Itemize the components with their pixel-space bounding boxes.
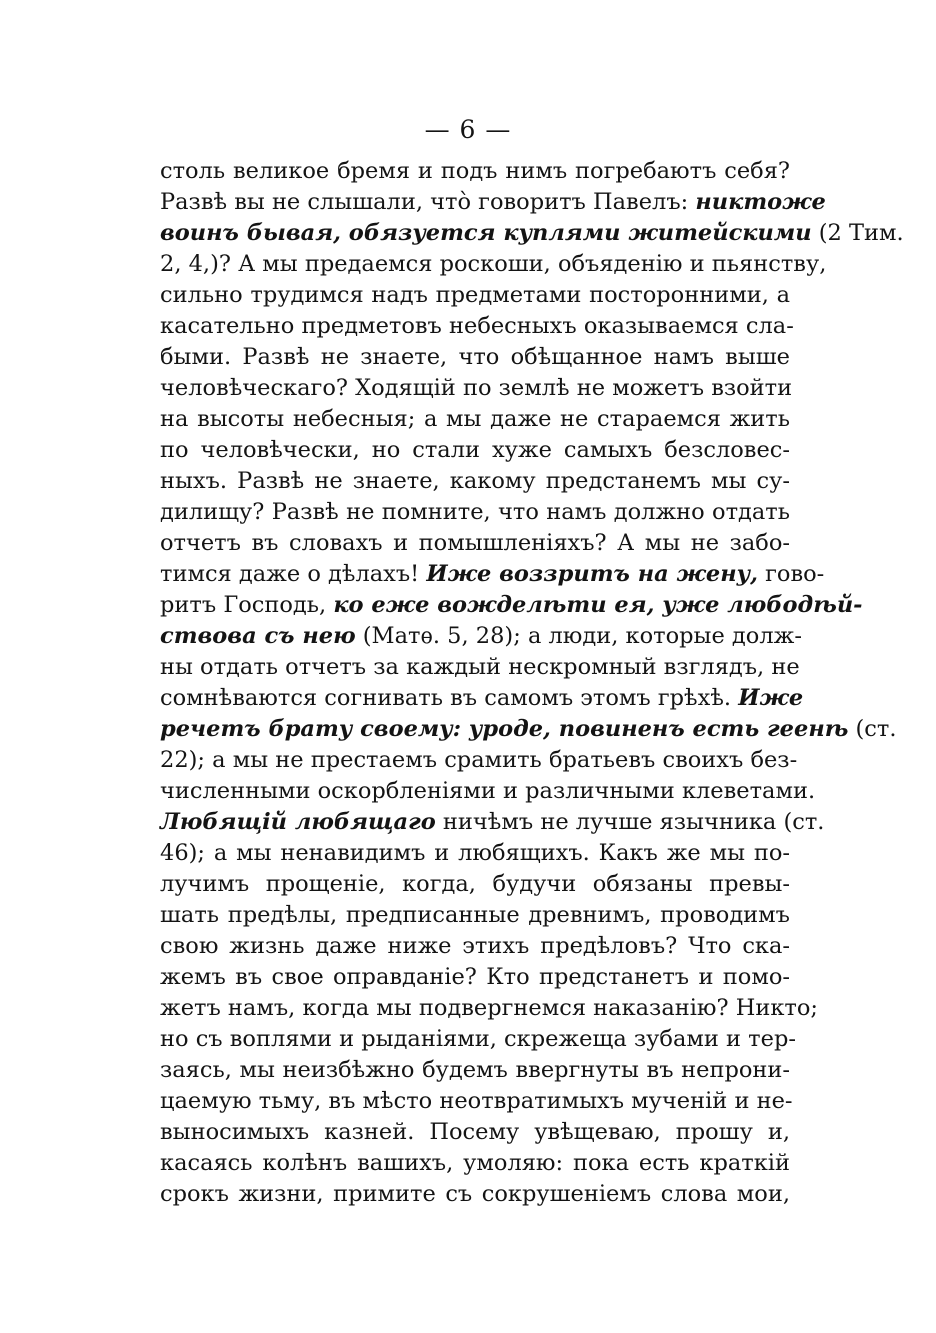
text-run: (ст. <box>848 716 897 742</box>
text-run: касательно предметовъ небесныхъ оказываемся сла- <box>160 313 794 339</box>
text-run: жемъ въ свое оправданіе? Кто предстанетъ и помо- <box>160 964 790 990</box>
text-line <box>160 373 793 404</box>
text-line <box>160 683 804 714</box>
page-number: — 6 — <box>424 115 512 144</box>
text-line <box>160 931 790 962</box>
text-line <box>160 1179 790 1210</box>
text-line <box>160 1086 793 1117</box>
text-line <box>160 900 790 931</box>
body-text <box>160 156 904 1210</box>
text-run: тимся даже о дѣлахъ! <box>160 561 427 587</box>
italic-quote: ко еже вожделѣти ея, уже любодѣй- <box>333 592 863 618</box>
text-run: (Матѳ. 5, 28); а люди, которые долж- <box>355 623 802 649</box>
text-line <box>160 311 794 342</box>
text-line <box>160 1024 796 1055</box>
text-run: шать предѣлы, предписанные древнимъ, проводимъ <box>160 902 790 928</box>
text-run: быми. Развѣ не знаете, что обѣщанное намъ выше <box>160 344 790 370</box>
text-line <box>160 1117 790 1148</box>
text-run: свою жизнь даже ниже этихъ предѣловъ? Что ска- <box>160 933 790 959</box>
text-line <box>160 497 790 528</box>
text-run: отчетъ въ словахъ и помышленіяхъ? А мы не забо- <box>160 530 790 556</box>
italic-quote: ствова съ нею <box>160 623 356 649</box>
text-line <box>160 1055 790 1086</box>
text-line <box>160 838 790 869</box>
text-run: дилищу? Развѣ не помните, что намъ должно отдать <box>160 499 790 525</box>
text-run: 46); а мы ненавидимъ и любящихъ. Какъ же мы по- <box>160 840 790 866</box>
text-run: цаемую тьму, въ мѣсто неотвратимыхъ мученій и не- <box>160 1088 793 1114</box>
text-run: 2, 4,)? А мы предаемся роскоши, объяденію и пьянству, <box>160 251 827 277</box>
text-run: касаясь колѣнъ вашихъ, умоляю: пока есть краткій <box>160 1150 790 1176</box>
text-run: ничѣмъ не лучше язычника (ст. <box>435 809 825 835</box>
text-line <box>160 404 790 435</box>
text-line <box>160 435 790 466</box>
text-run: лучимъ прощеніе, когда, будучи обязаны превы- <box>160 871 790 897</box>
text-line <box>160 962 790 993</box>
text-run: 22); а мы не престаемъ срамить братьевъ своихъ без- <box>160 747 798 773</box>
text-run: ныхъ. Развѣ не знаете, какому предстанемъ мы су- <box>160 468 790 494</box>
text-line <box>160 869 790 900</box>
text-line <box>160 187 826 218</box>
text-line <box>160 528 790 559</box>
text-run: ритъ Господь, <box>160 592 334 618</box>
text-run: ны отдать отчетъ за каждый нескромный взглядъ, не <box>160 654 800 680</box>
text-line <box>160 652 800 683</box>
text-line <box>160 745 798 776</box>
text-line <box>160 993 818 1024</box>
text-line <box>160 807 825 838</box>
italic-quote: Иже воззритъ на жену, <box>426 561 758 587</box>
text-run: срокъ жизни, примите съ сокрушеніемъ слова мои, <box>160 1181 790 1207</box>
text-run: заясь, мы неизбѣжно будемъ ввергнуты въ непрони- <box>160 1057 790 1083</box>
text-run: сильно трудимся надъ предметами посторонними, а <box>160 282 790 308</box>
text-run: но съ воплями и рыданіями, скрежеща зубами и тер- <box>160 1026 796 1052</box>
text-line <box>160 249 827 280</box>
italic-quote: речетъ брату своему: уроде, повиненъ есть геенѣ <box>160 716 849 742</box>
text-run: человѣческаго? Ходящій по землѣ не можетъ взойти <box>160 375 793 401</box>
italic-quote: Любящій любящаго <box>160 809 436 835</box>
text-line <box>160 218 904 249</box>
text-line <box>160 621 802 652</box>
text-line <box>160 776 816 807</box>
text-run: Развѣ вы не слышали, что̀ говоритъ Павелъ: <box>160 189 696 215</box>
text-run: столь великое бремя и подъ нимъ погребаютъ себя? <box>160 158 790 184</box>
text-run: выносимыхъ казней. Посему увѣщеваю, прошу и, <box>160 1119 790 1145</box>
italic-quote: Иже <box>738 685 804 711</box>
text-line <box>160 342 790 373</box>
text-run: по человѣчески, но стали хуже самыхъ безсловес- <box>160 437 790 463</box>
text-line <box>160 1148 790 1179</box>
text-run: гово- <box>757 561 825 587</box>
text-run: (2 Тим. <box>811 220 904 246</box>
text-run: сомнѣваются согнивать въ самомъ этомъ грѣхѣ. <box>160 685 739 711</box>
text-line <box>160 714 897 745</box>
text-line <box>160 156 790 187</box>
text-line <box>160 466 790 497</box>
italic-quote: воинъ бывая, обязуется куплями житейскими <box>160 220 812 246</box>
italic-quote: никтоже <box>695 189 826 215</box>
text-line <box>160 590 863 621</box>
text-run: численными оскорбленіями и различными клеветами. <box>160 778 816 804</box>
text-line <box>160 280 790 311</box>
text-run: на высоты небесныя; а мы даже не стараемся жить <box>160 406 790 432</box>
text-line <box>160 559 825 590</box>
text-run: жетъ намъ, когда мы подвергнемся наказанію? Никто; <box>160 995 818 1021</box>
